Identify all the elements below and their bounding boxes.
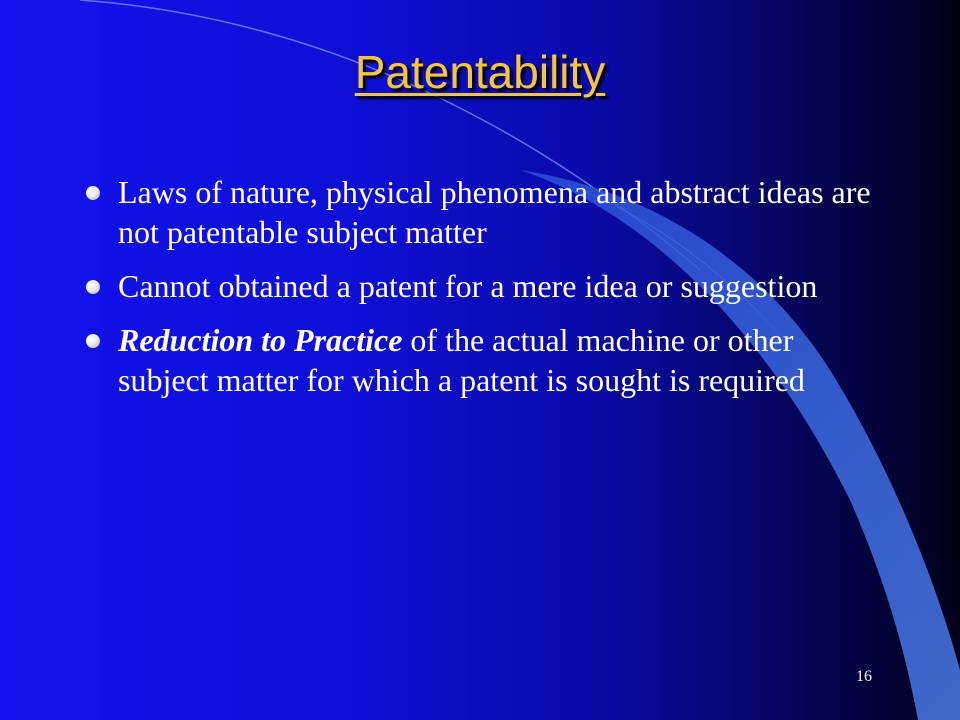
bullet-dot-icon [86,334,100,348]
bullet-item [86,320,886,400]
page-number: 16 [856,668,872,685]
bullet-text: Laws of nature, physical phenomena and abstract ideas are not patentable subject matter [118,174,871,250]
bullet-text: of the actual machine or other subject matter for which a patent is sought is required [118,322,805,398]
bullet-emphasis: Reduction to Practice [118,322,403,358]
bullet-list [86,172,886,414]
bullet-item [86,172,886,252]
bullet-dot-icon [86,280,100,294]
bullet-item [86,266,886,306]
slide-title: Patentability [354,46,606,98]
bullet-dot-icon [86,186,100,200]
bullet-text: Cannot obtained a patent for a mere idea or suggestion [118,268,818,304]
